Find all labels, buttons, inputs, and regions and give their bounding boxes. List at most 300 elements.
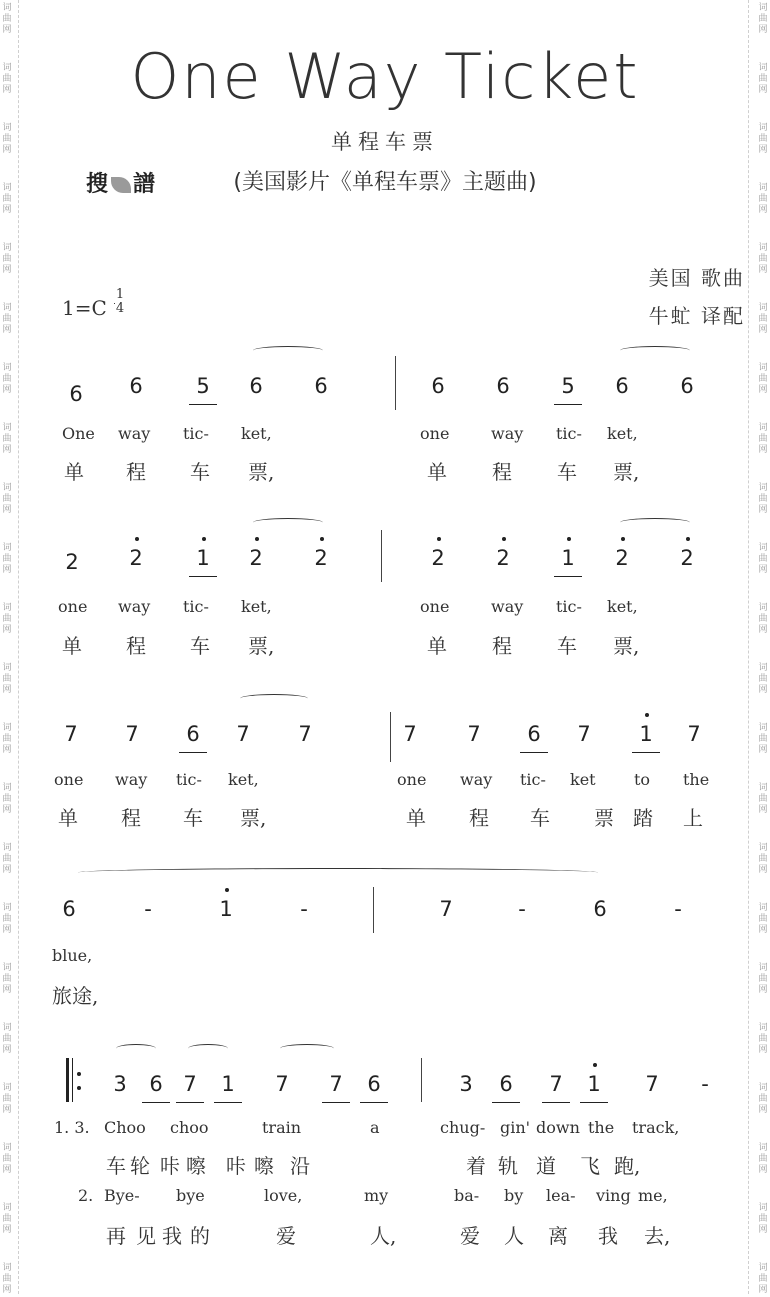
lyric-en: ba- bbox=[454, 1186, 480, 1205]
watermark-char: 网 bbox=[2, 265, 12, 275]
watermark-char: 曲 bbox=[758, 554, 768, 564]
watermark-char: 词 bbox=[758, 1263, 768, 1273]
note: 2 bbox=[428, 546, 448, 570]
note: 5 bbox=[558, 374, 578, 398]
watermark-char: 词 bbox=[2, 3, 12, 13]
lyric-en: gin' bbox=[500, 1118, 531, 1137]
watermark-char: 网 bbox=[2, 925, 12, 935]
watermark-char: 词 bbox=[2, 1263, 12, 1273]
watermark-glyphs bbox=[2, 964, 12, 997]
lyric-zh: 程 bbox=[126, 634, 146, 658]
watermark-char: 网 bbox=[758, 805, 768, 815]
verse-number: 1. 3. bbox=[54, 1118, 90, 1137]
lyric-en: Bye- bbox=[104, 1186, 140, 1205]
watermark-char: 网 bbox=[2, 745, 12, 755]
lyric-en: tic- bbox=[183, 597, 209, 616]
lyric-en: tic- bbox=[183, 424, 209, 443]
watermark-char: 网 bbox=[2, 25, 12, 35]
watermark-char: 网 bbox=[2, 145, 12, 155]
watermark-char: 词 bbox=[758, 663, 768, 673]
watermark-char: 词 bbox=[758, 123, 768, 133]
watermark-char: 曲 bbox=[758, 194, 768, 204]
lyric-zh: 车 bbox=[530, 806, 550, 830]
lyric-en: ket, bbox=[241, 424, 272, 443]
watermark-char: 曲 bbox=[758, 1034, 768, 1044]
note: 2 bbox=[246, 546, 266, 570]
watermark-glyphs bbox=[758, 1024, 768, 1057]
watermark-char: 曲 bbox=[2, 854, 12, 864]
watermark-char: 词 bbox=[2, 63, 12, 73]
watermark-char: 词 bbox=[2, 963, 12, 973]
watermark-char: 词 bbox=[758, 543, 768, 553]
note: 3 bbox=[459, 1072, 473, 1096]
watermark-char: 曲 bbox=[2, 194, 12, 204]
lyrics-credit: 牛虻 译配 bbox=[648, 304, 745, 328]
watermark-char: 曲 bbox=[2, 1214, 12, 1224]
watermark-glyphs bbox=[2, 4, 12, 37]
watermark-char: 词 bbox=[2, 723, 12, 733]
bar-line bbox=[395, 356, 396, 410]
lyric-en: a bbox=[370, 1118, 380, 1137]
note: 7 bbox=[180, 1072, 200, 1096]
note: 6 bbox=[496, 1072, 516, 1096]
watermark-char: 词 bbox=[758, 723, 768, 733]
watermark-char: 曲 bbox=[2, 314, 12, 324]
note: 7 bbox=[275, 1072, 289, 1096]
watermark-char: 词 bbox=[758, 963, 768, 973]
watermark-char: 网 bbox=[758, 1225, 768, 1235]
watermark-char: 词 bbox=[758, 243, 768, 253]
watermark-char: 曲 bbox=[2, 974, 12, 984]
note: 7 bbox=[403, 722, 417, 746]
watermark-char: 词 bbox=[758, 603, 768, 613]
note: 6 bbox=[129, 374, 143, 398]
watermark-char: 网 bbox=[758, 25, 768, 35]
bar-line bbox=[381, 530, 382, 582]
lyric-zh: 离 bbox=[548, 1224, 568, 1248]
lyric-zh: 票, bbox=[248, 634, 275, 658]
verse-number: 2. bbox=[78, 1186, 94, 1205]
lyric-en: tic- bbox=[176, 770, 202, 789]
watermark-char: 网 bbox=[758, 1105, 768, 1115]
watermark-char: 网 bbox=[758, 85, 768, 95]
bar-line bbox=[421, 1058, 422, 1102]
lyric-en: ket, bbox=[241, 597, 272, 616]
logo-right-char: 譜 bbox=[133, 172, 157, 197]
lyric-zh: 见 bbox=[136, 1224, 156, 1248]
lyric-zh: 我 bbox=[598, 1224, 618, 1248]
watermark-char: 曲 bbox=[2, 254, 12, 264]
lyric-zh: 单 bbox=[58, 806, 78, 830]
lyric-zh: 票, bbox=[240, 806, 267, 830]
note: 2 bbox=[65, 550, 79, 574]
watermark-glyphs bbox=[2, 664, 12, 697]
lyric-zh: 车 bbox=[557, 634, 577, 658]
lyric-zh: 旅途, bbox=[52, 984, 99, 1008]
lyric-zh: 票 bbox=[594, 806, 614, 830]
dash-note: - bbox=[300, 897, 308, 921]
lyric-zh: 程 bbox=[469, 806, 489, 830]
bar-line bbox=[373, 887, 374, 933]
meter-bottom: 4 bbox=[115, 301, 125, 316]
lyric-zh: 单 bbox=[64, 460, 84, 484]
lyric-en: blue, bbox=[52, 946, 93, 965]
lyric-en: me, bbox=[638, 1186, 668, 1205]
lyric-en: the bbox=[588, 1118, 615, 1137]
watermark-glyphs bbox=[758, 484, 768, 517]
lyric-zh: 车 bbox=[190, 634, 210, 658]
note: 7 bbox=[64, 722, 78, 746]
watermark-char: 曲 bbox=[758, 134, 768, 144]
watermark-char: 曲 bbox=[758, 254, 768, 264]
lyric-zh: 人, bbox=[370, 1224, 397, 1248]
watermark-char: 网 bbox=[758, 145, 768, 155]
lyric-en: one bbox=[420, 424, 450, 443]
watermark-glyphs bbox=[2, 244, 12, 277]
watermark-char: 词 bbox=[2, 183, 12, 193]
lyric-en: way bbox=[491, 597, 524, 616]
lyric-en: one bbox=[420, 597, 450, 616]
watermark-char: 词 bbox=[758, 483, 768, 493]
lyric-zh: 人 bbox=[504, 1224, 524, 1248]
watermark-char: 网 bbox=[2, 985, 12, 995]
watermark-char: 词 bbox=[2, 123, 12, 133]
lyric-zh: 嚓 bbox=[186, 1154, 206, 1178]
dash-note: - bbox=[144, 897, 152, 921]
watermark-char: 网 bbox=[2, 685, 12, 695]
lyric-en: the bbox=[683, 770, 710, 789]
note: 1 bbox=[558, 546, 578, 570]
watermark-char: 网 bbox=[2, 1105, 12, 1115]
watermark-char: 曲 bbox=[2, 674, 12, 684]
watermark-char: 词 bbox=[2, 243, 12, 253]
lyric-en: tic- bbox=[520, 770, 546, 789]
song-subtitle: 单程车票 bbox=[331, 130, 439, 154]
key-signature: 1=C bbox=[62, 296, 107, 320]
slur bbox=[620, 518, 690, 527]
watermark-char: 网 bbox=[758, 685, 768, 695]
note: 2 bbox=[612, 546, 632, 570]
watermark-glyphs bbox=[2, 364, 12, 397]
lyric-zh: 程 bbox=[492, 460, 512, 484]
watermark-char: 词 bbox=[2, 783, 12, 793]
watermark-glyphs bbox=[2, 1144, 12, 1177]
watermark-glyphs bbox=[758, 844, 768, 877]
watermark-char: 网 bbox=[2, 1045, 12, 1055]
logo-left-char: 搜 bbox=[86, 172, 110, 197]
watermark-char: 网 bbox=[2, 805, 12, 815]
note: 2 bbox=[677, 546, 697, 570]
watermark-glyphs bbox=[2, 424, 12, 457]
lyric-zh: 车 bbox=[106, 1154, 126, 1178]
watermark-char: 词 bbox=[2, 603, 12, 613]
watermark-char: 曲 bbox=[758, 14, 768, 24]
watermark-char: 曲 bbox=[758, 794, 768, 804]
note: 2 bbox=[311, 546, 331, 570]
lyric-zh: 着 bbox=[466, 1154, 486, 1178]
lyric-zh: 单 bbox=[427, 460, 447, 484]
lyric-zh: 我 bbox=[162, 1224, 182, 1248]
lyric-zh: 上 bbox=[683, 806, 703, 830]
watermark-char: 词 bbox=[758, 1023, 768, 1033]
watermark-char: 网 bbox=[758, 745, 768, 755]
watermark-char: 网 bbox=[2, 505, 12, 515]
lyric-zh: 沿 bbox=[290, 1154, 310, 1178]
watermark-char: 曲 bbox=[758, 1094, 768, 1104]
watermark-char: 网 bbox=[758, 325, 768, 335]
slur bbox=[240, 694, 308, 703]
note: 1 bbox=[636, 722, 656, 746]
watermark-glyphs bbox=[758, 1084, 768, 1117]
lyric-zh: 咔 bbox=[160, 1154, 180, 1178]
watermark-char: 词 bbox=[2, 843, 12, 853]
note: 7 bbox=[125, 722, 139, 746]
lyric-zh: 爱 bbox=[276, 1224, 296, 1248]
note: 2 bbox=[493, 546, 513, 570]
watermark-char: 曲 bbox=[2, 1274, 12, 1284]
watermark-char: 词 bbox=[2, 543, 12, 553]
note: 5 bbox=[193, 374, 213, 398]
watermark-char: 曲 bbox=[2, 494, 12, 504]
note: 7 bbox=[577, 722, 591, 746]
lyric-en: one bbox=[397, 770, 427, 789]
watermark-char: 网 bbox=[758, 1285, 768, 1295]
note: 1 bbox=[584, 1072, 604, 1096]
watermark-char: 词 bbox=[2, 423, 12, 433]
watermark-glyphs bbox=[758, 244, 768, 277]
lyric-zh: 单 bbox=[406, 806, 426, 830]
watermark-char: 网 bbox=[758, 565, 768, 575]
watermark-glyphs bbox=[758, 1264, 768, 1297]
dash-note: - bbox=[674, 897, 682, 921]
watermark-char: 曲 bbox=[758, 74, 768, 84]
lyric-en: choo bbox=[170, 1118, 209, 1137]
lyric-en: lea- bbox=[546, 1186, 576, 1205]
lyric-zh: 车 bbox=[557, 460, 577, 484]
watermark-char: 网 bbox=[758, 1045, 768, 1055]
lyric-zh: 单 bbox=[427, 634, 447, 658]
watermark-char: 网 bbox=[2, 385, 12, 395]
lyric-zh: 的 bbox=[190, 1224, 210, 1248]
watermark-char: 网 bbox=[2, 325, 12, 335]
watermark-char: 词 bbox=[2, 483, 12, 493]
lyric-en: ket, bbox=[228, 770, 259, 789]
lyric-en: way bbox=[118, 424, 151, 443]
note: 3 bbox=[113, 1072, 127, 1096]
lyric-zh: 去, bbox=[644, 1224, 671, 1248]
watermark-char: 曲 bbox=[2, 1034, 12, 1044]
watermark-char: 词 bbox=[758, 843, 768, 853]
watermark-glyphs bbox=[758, 604, 768, 637]
lyric-zh: 车 bbox=[190, 460, 210, 484]
lyric-en: to bbox=[634, 770, 651, 789]
lyric-en: ket, bbox=[607, 597, 638, 616]
watermark-glyphs bbox=[2, 604, 12, 637]
lyric-zh: 飞 bbox=[580, 1154, 600, 1178]
watermark-char: 词 bbox=[2, 1023, 12, 1033]
note: 1 bbox=[216, 897, 236, 921]
lyric-zh: 道 bbox=[536, 1154, 556, 1178]
lyric-zh: 爱 bbox=[460, 1224, 480, 1248]
watermark-char: 词 bbox=[758, 363, 768, 373]
watermark-char: 词 bbox=[758, 423, 768, 433]
slur bbox=[253, 518, 323, 527]
note: 6 bbox=[183, 722, 203, 746]
lyric-zh: 再 bbox=[106, 1224, 126, 1248]
slur bbox=[116, 1044, 156, 1053]
watermark-char: 曲 bbox=[2, 794, 12, 804]
watermark-char: 网 bbox=[758, 265, 768, 275]
watermark-char: 词 bbox=[2, 903, 12, 913]
lyric-en: tic- bbox=[556, 597, 582, 616]
watermark-char: 词 bbox=[758, 3, 768, 13]
watermark-char: 网 bbox=[758, 925, 768, 935]
lyric-zh: 咔 bbox=[226, 1154, 246, 1178]
song-title: One Way Ticket bbox=[130, 40, 640, 113]
watermark-char: 曲 bbox=[2, 1154, 12, 1164]
watermark-char: 网 bbox=[2, 1285, 12, 1295]
note: 6 bbox=[69, 382, 83, 406]
watermark-char: 网 bbox=[2, 1225, 12, 1235]
lyric-en: one bbox=[58, 597, 88, 616]
lyric-en: tic- bbox=[556, 424, 582, 443]
watermark-char: 网 bbox=[2, 205, 12, 215]
watermark-char: 曲 bbox=[758, 734, 768, 744]
lyric-zh: 票, bbox=[613, 460, 640, 484]
watermark-char: 词 bbox=[758, 1203, 768, 1213]
lyric-zh: 轨 bbox=[498, 1154, 518, 1178]
lyric-en: way bbox=[115, 770, 148, 789]
watermark-char: 网 bbox=[2, 625, 12, 635]
lyric-zh: 票, bbox=[613, 634, 640, 658]
watermark-glyphs bbox=[758, 1144, 768, 1177]
watermark-glyphs bbox=[758, 664, 768, 697]
watermark-char: 曲 bbox=[758, 854, 768, 864]
slur bbox=[620, 346, 690, 355]
film-caption: (美国影片《单程车票》主题曲) bbox=[233, 170, 537, 195]
lyric-zh: 程 bbox=[126, 460, 146, 484]
watermark-glyphs bbox=[2, 1264, 12, 1297]
lyric-zh: 踏 bbox=[633, 806, 653, 830]
lyric-zh: 程 bbox=[492, 634, 512, 658]
watermark-char: 网 bbox=[2, 865, 12, 875]
watermark-char: 词 bbox=[2, 663, 12, 673]
watermark-char: 曲 bbox=[2, 734, 12, 744]
watermark-glyphs bbox=[758, 544, 768, 577]
watermark-char: 曲 bbox=[2, 434, 12, 444]
watermark-char: 曲 bbox=[758, 434, 768, 444]
watermark-char: 网 bbox=[2, 565, 12, 575]
lyric-en: love, bbox=[264, 1186, 303, 1205]
watermark-char: 网 bbox=[2, 1165, 12, 1175]
watermark-glyphs bbox=[758, 424, 768, 457]
watermark-char: 词 bbox=[758, 903, 768, 913]
watermark-glyphs bbox=[2, 904, 12, 937]
watermark-char: 曲 bbox=[2, 134, 12, 144]
note: 6 bbox=[615, 374, 629, 398]
note: 6 bbox=[249, 374, 263, 398]
watermark-char: 词 bbox=[758, 63, 768, 73]
note: 7 bbox=[326, 1072, 346, 1096]
lyric-zh: 票, bbox=[248, 460, 275, 484]
watermark-char: 曲 bbox=[2, 614, 12, 624]
note: 7 bbox=[546, 1072, 566, 1096]
watermark-glyphs bbox=[758, 304, 768, 337]
watermark-glyphs bbox=[2, 304, 12, 337]
note: 7 bbox=[236, 722, 250, 746]
note: 7 bbox=[467, 722, 481, 746]
bar-line bbox=[390, 712, 391, 762]
watermark-char: 曲 bbox=[2, 374, 12, 384]
music-credit: 美国 歌曲 bbox=[648, 266, 745, 290]
lyric-zh: 嚓 bbox=[254, 1154, 274, 1178]
note: 1 bbox=[193, 546, 213, 570]
watermark-char: 曲 bbox=[2, 914, 12, 924]
note: 7 bbox=[439, 897, 453, 921]
lyric-en: ket bbox=[570, 770, 596, 789]
dash-note: - bbox=[518, 897, 526, 921]
watermark-char: 词 bbox=[758, 303, 768, 313]
watermark-char: 网 bbox=[758, 205, 768, 215]
lyric-en: bye bbox=[176, 1186, 205, 1205]
note: 7 bbox=[298, 722, 312, 746]
watermark-char: 词 bbox=[758, 1083, 768, 1093]
watermark-glyphs bbox=[2, 484, 12, 517]
lyric-en: way bbox=[460, 770, 493, 789]
watermark-char: 曲 bbox=[758, 314, 768, 324]
watermark-char: 网 bbox=[758, 445, 768, 455]
watermark-char: 曲 bbox=[2, 14, 12, 24]
watermark-char: 词 bbox=[758, 183, 768, 193]
watermark-char: 网 bbox=[758, 865, 768, 875]
watermark-char: 曲 bbox=[758, 614, 768, 624]
watermark-char: 曲 bbox=[2, 554, 12, 564]
watermark-char: 词 bbox=[2, 1083, 12, 1093]
watermark-char: 曲 bbox=[758, 914, 768, 924]
watermark-char: 网 bbox=[758, 1165, 768, 1175]
watermark-char: 网 bbox=[2, 445, 12, 455]
watermark-glyphs bbox=[758, 4, 768, 37]
time-signature bbox=[114, 288, 126, 316]
lyric-en: by bbox=[504, 1186, 524, 1205]
slur bbox=[188, 1044, 228, 1053]
note: 6 bbox=[496, 374, 510, 398]
note: 7 bbox=[687, 722, 701, 746]
watermark-char: 网 bbox=[2, 85, 12, 95]
note: 6 bbox=[431, 374, 445, 398]
watermark-glyphs bbox=[758, 784, 768, 817]
note: 6 bbox=[364, 1072, 384, 1096]
note: 6 bbox=[62, 897, 76, 921]
watermark-glyphs bbox=[2, 1024, 12, 1057]
watermark-char: 词 bbox=[2, 303, 12, 313]
lyric-en: One bbox=[62, 424, 95, 443]
slur bbox=[253, 346, 323, 355]
watermark-char: 网 bbox=[758, 625, 768, 635]
watermark-glyphs bbox=[758, 904, 768, 937]
watermark-glyphs bbox=[2, 1084, 12, 1117]
watermark-char: 曲 bbox=[758, 494, 768, 504]
slur bbox=[78, 868, 598, 877]
note: 6 bbox=[146, 1072, 166, 1096]
dash-note: - bbox=[701, 1072, 709, 1096]
watermark-glyphs bbox=[2, 1204, 12, 1237]
lyric-zh: 程 bbox=[121, 806, 141, 830]
watermark-glyphs bbox=[758, 364, 768, 397]
watermark-char: 曲 bbox=[758, 1214, 768, 1224]
watermark-glyphs bbox=[2, 844, 12, 877]
lyric-en: way bbox=[491, 424, 524, 443]
